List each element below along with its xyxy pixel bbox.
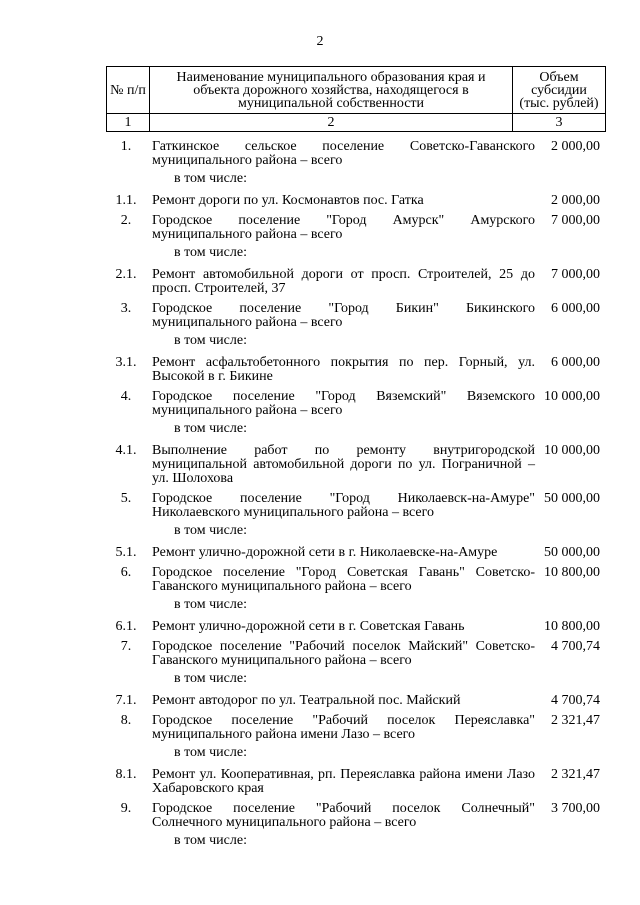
row-name: Ремонт дороги по ул. Космонавтов пос. Гатка: [152, 193, 424, 208]
table-row: [106, 212, 606, 246]
row-number: 7.1.: [115, 693, 137, 708]
row-number: 3.1.: [115, 355, 137, 370]
including-label: в том числе:: [174, 523, 247, 538]
row-number: 1.: [120, 139, 132, 154]
row-amount: 10 800,00: [544, 619, 600, 634]
page-number: 2: [316, 34, 324, 49]
header-index-2: 2: [150, 114, 513, 132]
row-number: 7.: [120, 639, 132, 654]
row-amount: 2 321,47: [551, 767, 600, 782]
including-row: [106, 334, 606, 354]
row-name: Гаткинское сельское поселение Советско-Гаванского муниципального района – всего: [152, 139, 535, 168]
table-header: [106, 66, 606, 132]
row-number: 6.1.: [115, 619, 137, 634]
row-amount: 10 800,00: [544, 565, 600, 580]
row-name: Выполнение работ по ремонту внутригородской муниципальной автомобильной дороги по ул. Пограничной – ул. Шолохова: [152, 443, 535, 486]
table-row: [106, 638, 606, 672]
row-number: 1.1.: [115, 193, 137, 208]
table-row: [106, 564, 606, 598]
including-label: в том числе:: [174, 833, 247, 848]
row-amount: 50 000,00: [544, 491, 600, 506]
row-amount: 10 000,00: [544, 443, 600, 458]
including-label: в том числе:: [174, 597, 247, 612]
row-number: 4.: [120, 389, 132, 404]
including-row: [106, 746, 606, 766]
table-row: [106, 300, 606, 334]
row-name: Городское поселение "Рабочий поселок Переяславка" муниципального района имени Лазо – всего: [152, 713, 535, 742]
row-amount: 3 700,00: [551, 801, 600, 816]
table-row: [106, 266, 606, 300]
row-name: Городское поселение "Рабочий поселок Майский" Советско-Гаванского муниципального района – всего: [152, 639, 535, 668]
row-number: 4.1.: [115, 443, 137, 458]
row-amount: 4 700,74: [551, 693, 600, 708]
row-name: Городское поселение "Город Вяземский" Вяземского муниципального района – всего: [152, 389, 535, 418]
row-amount: 7 000,00: [551, 267, 600, 282]
row-number: 9.: [120, 801, 132, 816]
row-name: Ремонт автомобильной дороги от просп. Строителей, 25 до просп. Строителей, 37: [152, 267, 535, 296]
row-number: 5.1.: [115, 545, 137, 560]
row-amount: 6 000,00: [551, 355, 600, 370]
row-number: 8.1.: [115, 767, 137, 782]
row-amount: 2 000,00: [551, 193, 600, 208]
row-number: 8.: [120, 713, 132, 728]
table-row: [106, 192, 606, 212]
header-col-amount: Объем субсидии (тыс. рублей): [513, 67, 606, 114]
including-row: [106, 598, 606, 618]
row-amount: 7 000,00: [551, 213, 600, 228]
including-label: в том числе:: [174, 333, 247, 348]
row-name: Городское поселение "Рабочий поселок Солнечный" Солнечного муниципального района – всего: [152, 801, 535, 830]
row-number: 2.1.: [115, 267, 137, 282]
table-row: [106, 712, 606, 746]
including-label: в том числе:: [174, 421, 247, 436]
row-name: Ремонт ул. Кооперативная, рп. Переяславка района имени Лазо Хабаровского края: [152, 767, 535, 796]
including-row: [106, 524, 606, 544]
row-number: 3.: [120, 301, 132, 316]
header-col-name: Наименование муниципального образования края и объекта дорожного хозяйства, находящегося в муниципальной собственности: [150, 67, 513, 114]
including-label: в том числе:: [174, 245, 247, 260]
row-name: Ремонт улично-дорожной сети в г. Николаевске-на-Амуре: [152, 545, 498, 560]
table-row: [106, 442, 606, 490]
table-row: [106, 766, 606, 800]
table-row: [106, 692, 606, 712]
row-name: Ремонт улично-дорожной сети в г. Советская Гавань: [152, 619, 465, 634]
row-number: 2.: [120, 213, 132, 228]
row-name: Ремонт асфальтобетонного покрытия по пер. Горный, ул. Высокой в г. Бикине: [152, 355, 535, 384]
row-amount: 2 321,47: [551, 713, 600, 728]
row-amount: 10 000,00: [544, 389, 600, 404]
including-row: [106, 834, 606, 854]
row-name: Городское поселение "Город Советская Гавань" Советско-Гаванского муниципального района – всего: [152, 565, 535, 594]
including-row: [106, 172, 606, 192]
including-row: [106, 672, 606, 692]
including-row: [106, 422, 606, 442]
row-name: Городское поселение "Город Бикин" Бикинского муниципального района – всего: [152, 301, 535, 330]
row-amount: 4 700,74: [551, 639, 600, 654]
table-row: [106, 388, 606, 422]
row-number: 6.: [120, 565, 132, 580]
row-name: Городское поселение "Город Николаевск-на-Амуре" Николаевского муниципального района – всего: [152, 491, 535, 520]
header-col-number: № п/п: [107, 67, 150, 114]
row-number: 5.: [120, 491, 132, 506]
including-row: [106, 246, 606, 266]
table-row: [106, 490, 606, 524]
table-row: [106, 138, 606, 172]
including-label: в том числе:: [174, 171, 247, 186]
header-index-1: 1: [107, 114, 150, 132]
table-row: [106, 800, 606, 834]
table-row: [106, 354, 606, 388]
table-body: [106, 138, 606, 854]
table-row: [106, 618, 606, 638]
row-amount: 6 000,00: [551, 301, 600, 316]
row-amount: 50 000,00: [544, 545, 600, 560]
including-label: в том числе:: [174, 671, 247, 686]
table-row: [106, 544, 606, 564]
header-index-3: 3: [513, 114, 606, 132]
row-name: Ремонт автодорог по ул. Театральной пос. Майский: [152, 693, 461, 708]
including-label: в том числе:: [174, 745, 247, 760]
row-amount: 2 000,00: [551, 139, 600, 154]
row-name: Городское поселение "Город Амурск" Амурского муниципального района – всего: [152, 213, 535, 242]
